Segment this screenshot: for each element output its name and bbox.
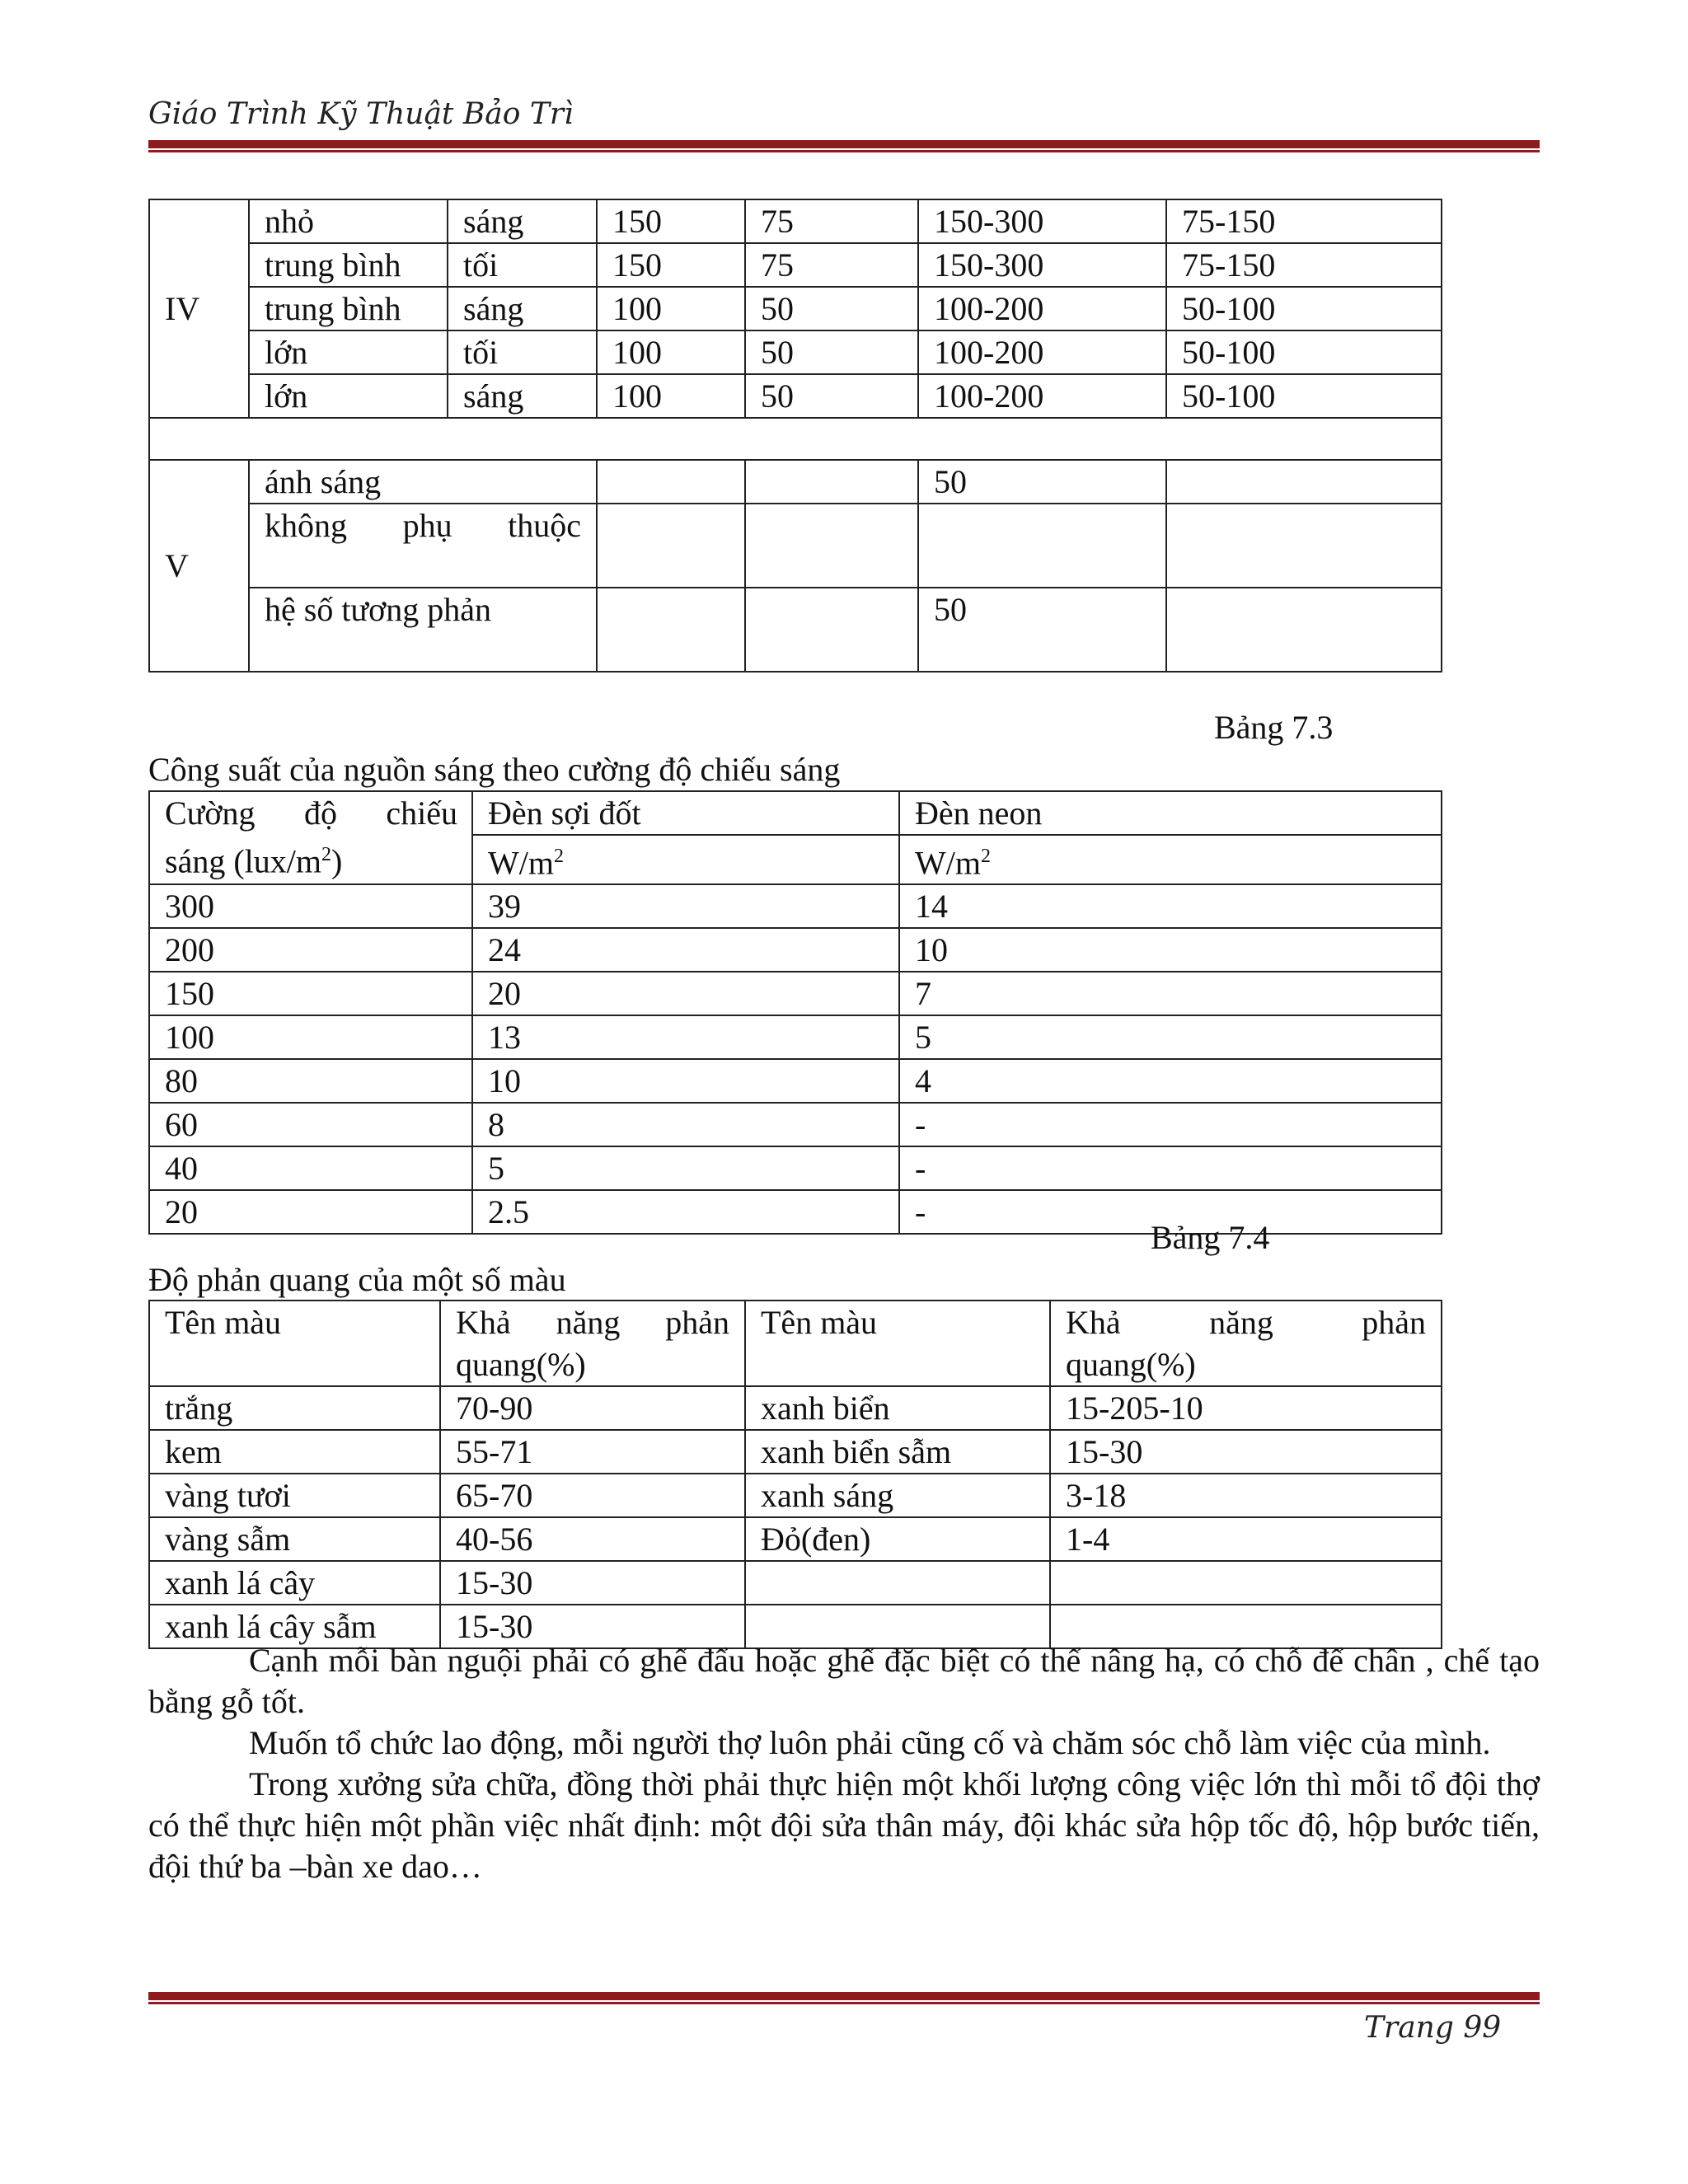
table-cell — [745, 1561, 1050, 1605]
table-row — [149, 1059, 1442, 1103]
table-cell: 7 — [899, 972, 1442, 1015]
unit-cell: $W/m^2$ — [899, 835, 1442, 884]
table-cell: 100-200 — [918, 330, 1166, 374]
table-cell: 13 — [472, 1015, 899, 1059]
table-cell: 50 — [745, 374, 918, 418]
table-cell: lớn — [249, 374, 448, 418]
table-row — [149, 1430, 1442, 1474]
table-cell: 55-71 — [440, 1430, 745, 1474]
table-row — [149, 1561, 1442, 1605]
table-cell: 50-100 — [1166, 330, 1442, 374]
table-cell: 150 — [597, 243, 745, 287]
table-cell: 4 — [899, 1059, 1442, 1103]
table-cell: xanh lá cây — [149, 1561, 440, 1605]
table-cell: 24 — [472, 928, 899, 972]
header-rule-thin — [148, 150, 1540, 152]
table-cell — [918, 504, 1166, 588]
table-cell: 80 — [149, 1059, 472, 1103]
table-cell: 50 — [918, 460, 1166, 504]
table-cell: 39 — [472, 884, 899, 928]
table-cell: 50 — [918, 588, 1166, 672]
header-cell — [149, 791, 472, 884]
table-row — [149, 504, 1442, 588]
table-cell: 15-205-10 — [1050, 1386, 1442, 1430]
table-cell: 75 — [745, 243, 918, 287]
group-label: V — [149, 460, 249, 672]
table-cell — [597, 588, 745, 672]
table-cell: - — [899, 1146, 1442, 1190]
header-cell: Tên màu — [745, 1301, 1050, 1386]
table-cell: 65-70 — [440, 1474, 745, 1517]
table-cell: 3-18 — [1050, 1474, 1442, 1517]
header-cell: Đèn sợi đốt — [472, 791, 899, 835]
table-cell: 40-56 — [440, 1517, 745, 1561]
table-cell: 100 — [597, 287, 745, 330]
table-cell: 100 — [597, 374, 745, 418]
table-row — [149, 287, 1442, 330]
table-cell: 40 — [149, 1146, 472, 1190]
group-iv-rows — [149, 199, 1442, 460]
header-cell: Đèn neon — [899, 791, 1442, 835]
table-caption: Bảng 7.4 — [1151, 1219, 1270, 1256]
table-cell: 150-300 — [918, 243, 1166, 287]
reflectance-table — [148, 1300, 1442, 1649]
footer-rule — [148, 1992, 1540, 2000]
table-cell: 75 — [745, 199, 918, 243]
table-cell: 150 — [149, 972, 472, 1015]
footer-rule-thin — [148, 2002, 1540, 2004]
power-table — [148, 790, 1442, 1235]
table-cell: sáng — [448, 374, 597, 418]
header-text: Cường độ chiếu — [165, 794, 457, 832]
table-cell: kem — [149, 1430, 440, 1474]
group-label: IV — [149, 199, 249, 418]
table-row — [149, 243, 1442, 287]
group-v-rows — [149, 460, 1442, 672]
table-row — [149, 1103, 1442, 1146]
table-cell: - — [899, 1103, 1442, 1146]
table-cell: 75-150 — [1166, 243, 1442, 287]
table-cell: 70-90 — [440, 1386, 745, 1430]
table-cell: lớn — [249, 330, 448, 374]
table-cell: 100 — [149, 1015, 472, 1059]
table-cell: 15-30 — [440, 1561, 745, 1605]
table-cell: 20 — [472, 972, 899, 1015]
table-cell: xanh biển — [745, 1386, 1050, 1430]
table-cell — [597, 460, 745, 504]
table-cell: tối — [448, 243, 597, 287]
table-cell: sáng — [448, 287, 597, 330]
page-header-title: Giáo Trình Kỹ Thuật Bảo Trì — [148, 97, 574, 131]
table-cell: 15-30 — [440, 1605, 745, 1648]
table-cell — [597, 504, 745, 588]
paragraph: Cạnh mỗi bàn nguội phải có ghế đẩu hoặc ghế đặc biệt có thể nâng hạ, có chỗ để chân , chế tạo bằng gỗ tốt. — [148, 1642, 1540, 1720]
table-cell: vàng sẫm — [149, 1517, 440, 1561]
table-cell: 100-200 — [918, 374, 1166, 418]
table-row — [149, 1517, 1442, 1561]
table-row — [149, 330, 1442, 374]
table-cell: 10 — [472, 1059, 899, 1103]
table-cell: 200 — [149, 928, 472, 972]
table-cell: 5 — [899, 1015, 1442, 1059]
table-cell: xanh lá cây sẫm — [149, 1605, 440, 1648]
header-text: quang(%) — [1066, 1346, 1196, 1383]
table-caption: Bảng 7.3 — [1214, 709, 1334, 746]
table-cell — [1166, 460, 1442, 504]
table-cell: xanh biển sẫm — [745, 1430, 1050, 1474]
table-cell: 100 — [597, 330, 745, 374]
header-text: sáng $(lux/m^2)$ — [165, 842, 343, 880]
table-cell — [1166, 588, 1442, 672]
table-row — [149, 1015, 1442, 1059]
table-cell: 50-100 — [1166, 287, 1442, 330]
table-cell: trắng — [149, 1386, 440, 1430]
table-cell: 2.5 — [472, 1190, 899, 1234]
table-cell: 50 — [745, 330, 918, 374]
header-cell: Tên màu — [149, 1301, 440, 1386]
table-cell: - — [899, 1190, 1442, 1234]
table-cell: 15-30 — [1050, 1430, 1442, 1474]
table-cell: 8 — [472, 1103, 899, 1146]
header-cell — [1050, 1301, 1442, 1386]
table-spacer-row — [149, 418, 1442, 460]
table-cell: 60 — [149, 1103, 472, 1146]
table-row — [149, 1474, 1442, 1517]
page-number: Trang 99 — [1364, 2011, 1502, 2045]
table-cell: trung bình — [249, 243, 448, 287]
table-cell: không phụ thuộc — [249, 504, 597, 588]
table-cell: 75-150 — [1166, 199, 1442, 243]
table-cell: 150-300 — [918, 199, 1166, 243]
paragraph: Muốn tổ chức lao động, mỗi người thợ luôn phải cũng cố và chăm sóc chỗ làm việc của mình. — [249, 1724, 1491, 1761]
table-row — [149, 374, 1442, 418]
table-title: Độ phản quang của một số màu — [148, 1261, 566, 1298]
table-row — [149, 199, 1442, 243]
table-cell: nhỏ — [249, 199, 448, 243]
table-cell — [1166, 504, 1442, 588]
header-rule — [148, 140, 1540, 148]
body-text — [148, 1640, 1540, 1887]
table-cell — [745, 460, 918, 504]
table-row — [149, 1386, 1442, 1430]
table-title: Công suất của nguồn sáng theo cường độ chiếu sáng — [148, 751, 841, 788]
table-cell: xanh sáng — [745, 1474, 1050, 1517]
illumination-table — [148, 199, 1442, 673]
table-cell: 5 — [472, 1146, 899, 1190]
table-cell: ánh sáng — [249, 460, 597, 504]
table-row — [149, 928, 1442, 972]
table-cell: 14 — [899, 884, 1442, 928]
table-cell: 300 — [149, 884, 472, 928]
table-header-row — [149, 791, 1442, 835]
header-text: Khả năng phản — [456, 1304, 729, 1341]
table-cell: 100-200 — [918, 287, 1166, 330]
unit-cell: $W/m^2$ — [472, 835, 899, 884]
table-cell: 50 — [745, 287, 918, 330]
table-header-row — [149, 1301, 1442, 1386]
table-cell — [745, 504, 918, 588]
table-cell: Đỏ(đen) — [745, 1517, 1050, 1561]
table-cell: 1-4 — [1050, 1517, 1442, 1561]
table-cell: 20 — [149, 1190, 472, 1234]
table-cell — [745, 588, 918, 672]
table-cell: 50-100 — [1166, 374, 1442, 418]
header-text: quang(%) — [456, 1346, 586, 1383]
table-row — [149, 884, 1442, 928]
table-row — [149, 460, 1442, 504]
header-text: Khả năng phản — [1066, 1304, 1426, 1341]
table-cell: trung bình — [249, 287, 448, 330]
table-row — [149, 972, 1442, 1015]
table-row — [149, 1146, 1442, 1190]
table-cell — [1050, 1561, 1442, 1605]
empty-cell — [149, 418, 1442, 460]
table-cell: sáng — [448, 199, 597, 243]
table-cell: tối — [448, 330, 597, 374]
table-cell: vàng tươi — [149, 1474, 440, 1517]
table-cell: hệ số tương phản — [249, 588, 597, 672]
table-cell: 150 — [597, 199, 745, 243]
table-cell: 10 — [899, 928, 1442, 972]
table-row — [149, 588, 1442, 672]
header-cell — [440, 1301, 745, 1386]
paragraph: Trong xưởng sửa chữa, đồng thời phải thực hiện một khối lượng công việc lớn thì mỗi tổ đội thợ có thể thực hiện một phần việc nhất định: một đội sửa thân máy, đội khác sửa hộp tốc độ, hộp bước tiến, đội thứ ba –bàn xe dao… — [148, 1765, 1540, 1885]
